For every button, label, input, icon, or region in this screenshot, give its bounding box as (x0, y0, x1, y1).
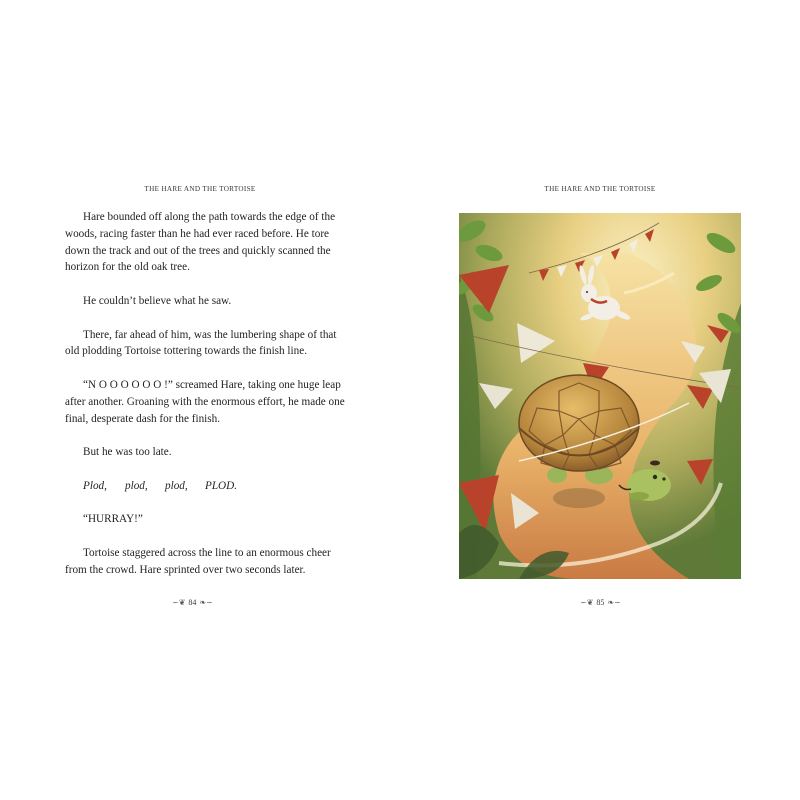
right-page-number (580, 598, 621, 607)
paragraph-1: Hare bounded off along the path towards the edge of the woods, racing faster than he had ever raced before. He tore down the track and out of the trees and quickly scanned the horizon for the old oak tree. (65, 211, 336, 274)
plod-word-2: plod, (125, 479, 148, 492)
page-number-85: 85 (596, 598, 605, 607)
illustration-svg (459, 213, 741, 579)
folio-ornament-right-icon: ❧∼ (607, 598, 621, 607)
hurray-line: “HURRAY!” (83, 513, 143, 526)
plod-word-3: plod, (165, 479, 188, 492)
plod-line (65, 478, 350, 495)
final-paragraph: Tortoise staggered across the line to an enormous cheer from the crowd. Hare sprinted over two seconds later. (65, 546, 331, 576)
paragraph-5: But he was too late. (83, 446, 172, 459)
paragraph-2: He couldn’t believe what he saw. (83, 294, 232, 307)
folio-ornament-left-icon: ∽❦ (172, 598, 186, 607)
folio-ornament-left-icon: ∽❦ (580, 598, 594, 607)
page-number-84: 84 (188, 598, 197, 607)
story-text (65, 209, 350, 579)
paragraph-3: There, far ahead of him, was the lumbering shape of that old plodding Tortoise tottering towards the finish line. (65, 328, 337, 358)
left-page-number (172, 598, 213, 607)
paragraph-4: “N O O O O O O !” screamed Hare, taking one huge leap after another. Groaning with the enormous effort, he made one final, desperate dash for the finish. (65, 378, 345, 425)
right-page (400, 0, 800, 800)
right-running-head: THE HARE AND THE TORTOISE (544, 185, 656, 193)
plod-word-1: Plod, (83, 479, 107, 492)
folio-ornament-right-icon: ❧∼ (199, 598, 213, 607)
plod-word-4: PLOD. (205, 479, 238, 492)
left-running-head: THE HARE AND THE TORTOISE (144, 185, 256, 193)
tortoise-finish-illustration (459, 213, 741, 579)
